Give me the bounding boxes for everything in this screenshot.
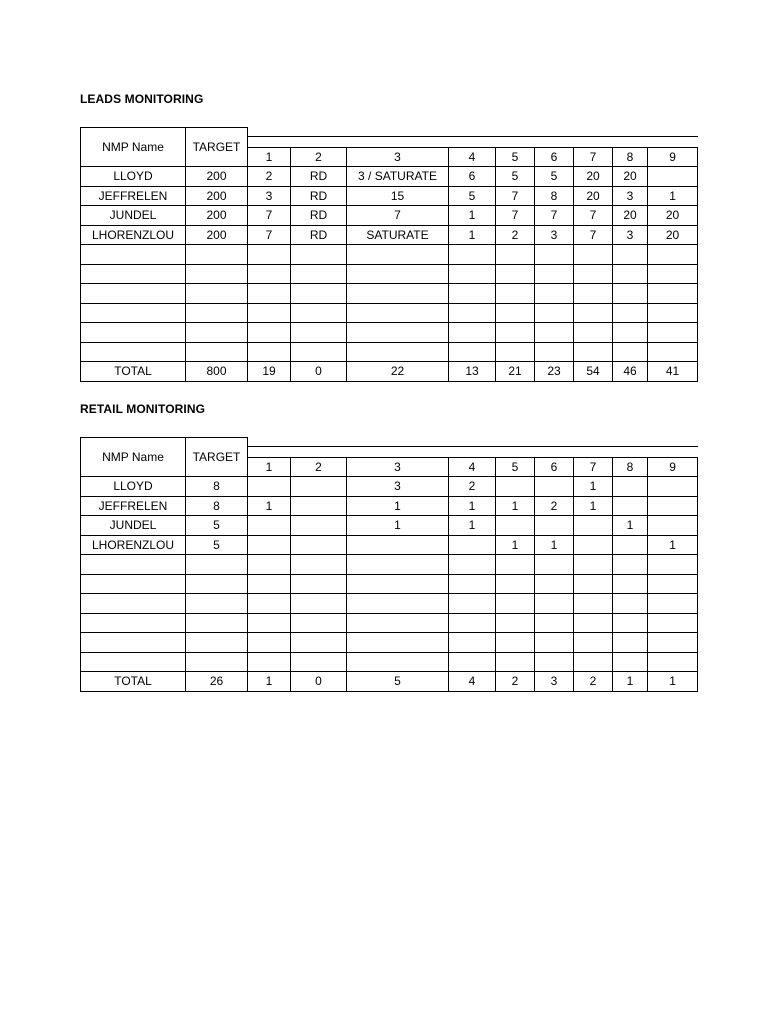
- day-value-cell: 7: [574, 225, 613, 245]
- target-cell: 200: [186, 186, 248, 206]
- day-value-cell: 3: [347, 477, 449, 497]
- target-cell: [186, 284, 248, 304]
- day-value-cell: [613, 574, 648, 594]
- day-header-span: [248, 128, 698, 148]
- day-value-cell: [574, 245, 613, 265]
- day-value-cell: 7: [347, 206, 449, 226]
- nmp-name-cell: JEFFRELEN: [81, 496, 186, 516]
- column-header-nmp-name: NMP Name: [81, 438, 186, 477]
- day-value-cell: [496, 574, 535, 594]
- day-value-cell: 2: [535, 496, 574, 516]
- day-value-cell: [535, 574, 574, 594]
- day-value-cell: [535, 303, 574, 323]
- day-value-cell: [248, 574, 291, 594]
- day-value-cell: [291, 245, 347, 265]
- day-value-cell: [613, 284, 648, 304]
- day-value-cell: [496, 284, 535, 304]
- day-value-cell: [574, 535, 613, 555]
- day-value-cell: 1: [248, 496, 291, 516]
- day-value-cell: [248, 613, 291, 633]
- day-value-cell: 1: [574, 496, 613, 516]
- total-value-cell: 22: [347, 362, 449, 382]
- nmp-name-cell: [81, 613, 186, 633]
- target-cell: 200: [186, 167, 248, 187]
- target-cell: [186, 574, 248, 594]
- day-value-cell: [648, 574, 698, 594]
- day-value-cell: [496, 555, 535, 575]
- day-value-cell: [496, 342, 535, 362]
- column-header-nmp-name: NMP Name: [81, 128, 186, 167]
- day-value-cell: [347, 342, 449, 362]
- day-value-cell: [535, 652, 574, 672]
- day-value-cell: [291, 555, 347, 575]
- day-value-cell: 1: [449, 206, 496, 226]
- nmp-name-cell: [81, 652, 186, 672]
- total-value-cell: 1: [613, 672, 648, 692]
- table-row: [81, 342, 698, 362]
- day-value-cell: [574, 652, 613, 672]
- day-value-cell: [449, 594, 496, 614]
- day-value-cell: [574, 633, 613, 653]
- day-number-header: 8: [613, 147, 648, 167]
- day-value-cell: 3: [613, 186, 648, 206]
- day-value-cell: [535, 342, 574, 362]
- day-value-cell: [248, 342, 291, 362]
- nmp-name-cell: [81, 264, 186, 284]
- table-row: [81, 167, 698, 187]
- day-value-cell: 5: [535, 167, 574, 187]
- nmp-name-cell: [81, 245, 186, 265]
- day-value-cell: [291, 496, 347, 516]
- day-value-cell: 1: [449, 496, 496, 516]
- nmp-name-cell: LLOYD: [81, 167, 186, 187]
- total-value-cell: 23: [535, 362, 574, 382]
- day-value-cell: 20: [648, 225, 698, 245]
- day-value-cell: [648, 555, 698, 575]
- target-cell: [186, 264, 248, 284]
- day-value-cell: [291, 477, 347, 497]
- day-value-cell: SATURATE: [347, 225, 449, 245]
- target-cell: [186, 303, 248, 323]
- day-value-cell: [574, 264, 613, 284]
- total-value-cell: 1: [648, 672, 698, 692]
- day-value-cell: [613, 613, 648, 633]
- table-row: [81, 574, 698, 594]
- day-header-line: [248, 136, 698, 137]
- day-value-cell: [347, 245, 449, 265]
- day-number-header: 3: [347, 457, 449, 477]
- day-value-cell: [291, 535, 347, 555]
- day-value-cell: [574, 342, 613, 362]
- day-number-header: 5: [496, 457, 535, 477]
- day-value-cell: [535, 516, 574, 536]
- day-value-cell: [648, 303, 698, 323]
- leads-table: [80, 127, 698, 382]
- target-cell: 200: [186, 206, 248, 226]
- day-value-cell: [347, 594, 449, 614]
- day-value-cell: [248, 535, 291, 555]
- day-value-cell: [496, 516, 535, 536]
- day-value-cell: [248, 284, 291, 304]
- day-value-cell: [535, 264, 574, 284]
- day-value-cell: [449, 555, 496, 575]
- day-value-cell: [574, 613, 613, 633]
- day-value-cell: [449, 245, 496, 265]
- nmp-name-cell: [81, 594, 186, 614]
- day-value-cell: 3: [613, 225, 648, 245]
- total-value-cell: 5: [347, 672, 449, 692]
- nmp-name-cell: LLOYD: [81, 477, 186, 497]
- day-value-cell: [291, 264, 347, 284]
- table-row: [81, 284, 698, 304]
- day-value-cell: [291, 574, 347, 594]
- column-header-target: TARGET: [186, 128, 248, 167]
- nmp-name-cell: JEFFRELEN: [81, 186, 186, 206]
- day-value-cell: [449, 284, 496, 304]
- day-value-cell: [248, 264, 291, 284]
- target-cell: [186, 652, 248, 672]
- day-value-cell: [496, 633, 535, 653]
- day-value-cell: 20: [574, 167, 613, 187]
- day-value-cell: RD: [291, 186, 347, 206]
- total-row: [81, 672, 698, 692]
- day-number-header: 7: [574, 147, 613, 167]
- nmp-name-cell: JUNDEL: [81, 206, 186, 226]
- day-value-cell: [496, 613, 535, 633]
- total-target-cell: 800: [186, 362, 248, 382]
- day-value-cell: [496, 264, 535, 284]
- day-value-cell: [291, 284, 347, 304]
- header-row: [81, 438, 698, 458]
- day-value-cell: [496, 323, 535, 343]
- day-number-header: 1: [248, 147, 291, 167]
- day-value-cell: [574, 516, 613, 536]
- day-value-cell: [496, 303, 535, 323]
- day-value-cell: [648, 613, 698, 633]
- day-value-cell: 1: [648, 186, 698, 206]
- day-value-cell: 7: [248, 206, 291, 226]
- day-value-cell: [613, 477, 648, 497]
- day-value-cell: 1: [574, 477, 613, 497]
- table-row: [81, 186, 698, 206]
- day-value-cell: [291, 594, 347, 614]
- total-value-cell: 13: [449, 362, 496, 382]
- day-value-cell: 1: [648, 535, 698, 555]
- total-label-cell: TOTAL: [81, 362, 186, 382]
- day-number-header: 1: [248, 457, 291, 477]
- table-row: [81, 245, 698, 265]
- target-cell: 200: [186, 225, 248, 245]
- day-value-cell: 1: [347, 516, 449, 536]
- day-value-cell: 1: [496, 496, 535, 516]
- day-value-cell: [248, 555, 291, 575]
- day-value-cell: [535, 245, 574, 265]
- nmp-name-cell: [81, 342, 186, 362]
- table-row: [81, 535, 698, 555]
- nmp-name-cell: [81, 633, 186, 653]
- total-value-cell: 21: [496, 362, 535, 382]
- day-value-cell: [613, 264, 648, 284]
- table-row: [81, 594, 698, 614]
- target-cell: 8: [186, 496, 248, 516]
- day-value-cell: [291, 342, 347, 362]
- day-number-header: 9: [648, 457, 698, 477]
- leads-section-title: LEADS MONITORING: [80, 92, 204, 106]
- retail-section-title: RETAIL MONITORING: [80, 402, 206, 416]
- day-value-cell: [347, 633, 449, 653]
- day-value-cell: [248, 245, 291, 265]
- table-row: [81, 516, 698, 536]
- day-value-cell: [449, 574, 496, 594]
- day-value-cell: [613, 594, 648, 614]
- target-cell: [186, 594, 248, 614]
- day-value-cell: 15: [347, 186, 449, 206]
- day-value-cell: [449, 342, 496, 362]
- table-row: [81, 225, 698, 245]
- table-row: [81, 652, 698, 672]
- day-value-cell: [449, 535, 496, 555]
- day-value-cell: [648, 496, 698, 516]
- table-row: [81, 477, 698, 497]
- day-header-span: [248, 438, 698, 458]
- day-value-cell: [449, 303, 496, 323]
- nmp-name-cell: [81, 555, 186, 575]
- day-value-cell: [535, 633, 574, 653]
- target-cell: [186, 245, 248, 265]
- day-value-cell: 6: [449, 167, 496, 187]
- day-value-cell: [648, 284, 698, 304]
- total-value-cell: 0: [291, 672, 347, 692]
- day-value-cell: [574, 303, 613, 323]
- day-value-cell: [347, 303, 449, 323]
- table-row: [81, 613, 698, 633]
- day-value-cell: [535, 594, 574, 614]
- day-value-cell: [535, 284, 574, 304]
- day-value-cell: [449, 323, 496, 343]
- day-value-cell: [291, 613, 347, 633]
- day-value-cell: RD: [291, 225, 347, 245]
- total-value-cell: 0: [291, 362, 347, 382]
- table-row: [81, 323, 698, 343]
- target-cell: [186, 613, 248, 633]
- day-value-cell: [648, 633, 698, 653]
- nmp-name-cell: [81, 303, 186, 323]
- day-value-cell: [648, 516, 698, 536]
- day-number-header: 7: [574, 457, 613, 477]
- day-number-header: 6: [535, 457, 574, 477]
- day-value-cell: 1: [535, 535, 574, 555]
- nmp-name-cell: [81, 323, 186, 343]
- day-value-cell: [613, 323, 648, 343]
- day-value-cell: [613, 496, 648, 516]
- day-number-header: 8: [613, 457, 648, 477]
- day-number-header: 2: [291, 457, 347, 477]
- day-value-cell: 7: [496, 186, 535, 206]
- day-value-cell: [613, 633, 648, 653]
- day-value-cell: [496, 245, 535, 265]
- day-value-cell: [291, 303, 347, 323]
- day-value-cell: [347, 284, 449, 304]
- total-row: [81, 362, 698, 382]
- header-row: [81, 128, 698, 148]
- day-value-cell: [648, 477, 698, 497]
- day-value-cell: [648, 167, 698, 187]
- day-value-cell: [613, 342, 648, 362]
- target-cell: [186, 555, 248, 575]
- day-value-cell: [291, 516, 347, 536]
- day-value-cell: [347, 323, 449, 343]
- day-value-cell: 1: [449, 225, 496, 245]
- day-value-cell: [535, 555, 574, 575]
- day-value-cell: [291, 323, 347, 343]
- day-value-cell: [347, 652, 449, 672]
- target-cell: [186, 323, 248, 343]
- day-value-cell: [613, 303, 648, 323]
- target-cell: 5: [186, 516, 248, 536]
- total-value-cell: 19: [248, 362, 291, 382]
- retail-table: [80, 437, 698, 692]
- day-value-cell: [248, 323, 291, 343]
- total-value-cell: 2: [574, 672, 613, 692]
- nmp-name-cell: LHORENZLOU: [81, 225, 186, 245]
- day-value-cell: [648, 264, 698, 284]
- day-value-cell: 8: [535, 186, 574, 206]
- day-value-cell: [248, 652, 291, 672]
- day-number-header: 3: [347, 147, 449, 167]
- total-value-cell: 4: [449, 672, 496, 692]
- day-value-cell: [535, 477, 574, 497]
- day-value-cell: 1: [347, 496, 449, 516]
- day-value-cell: [248, 594, 291, 614]
- table-row: [81, 555, 698, 575]
- day-value-cell: [496, 594, 535, 614]
- day-value-cell: 2: [449, 477, 496, 497]
- target-cell: 5: [186, 535, 248, 555]
- table-row: [81, 496, 698, 516]
- column-header-target: TARGET: [186, 438, 248, 477]
- day-value-cell: [648, 245, 698, 265]
- day-value-cell: [347, 555, 449, 575]
- day-value-cell: RD: [291, 206, 347, 226]
- day-value-cell: [613, 555, 648, 575]
- total-value-cell: 1: [248, 672, 291, 692]
- day-value-cell: [449, 633, 496, 653]
- day-value-cell: [347, 535, 449, 555]
- nmp-name-cell: JUNDEL: [81, 516, 186, 536]
- day-value-cell: [613, 535, 648, 555]
- day-value-cell: 3 / SATURATE: [347, 167, 449, 187]
- table-row: [81, 264, 698, 284]
- target-cell: 8: [186, 477, 248, 497]
- day-value-cell: 3: [535, 225, 574, 245]
- day-value-cell: [248, 516, 291, 536]
- day-value-cell: 1: [496, 535, 535, 555]
- day-value-cell: 3: [248, 186, 291, 206]
- day-value-cell: [648, 342, 698, 362]
- day-header-line: [248, 446, 698, 447]
- day-number-header: 4: [449, 147, 496, 167]
- day-value-cell: [648, 594, 698, 614]
- day-value-cell: [449, 264, 496, 284]
- day-value-cell: [648, 652, 698, 672]
- day-value-cell: 20: [613, 167, 648, 187]
- day-number-header: 6: [535, 147, 574, 167]
- day-value-cell: [449, 652, 496, 672]
- total-value-cell: 46: [613, 362, 648, 382]
- nmp-name-cell: [81, 284, 186, 304]
- day-value-cell: 7: [535, 206, 574, 226]
- day-value-cell: [574, 323, 613, 343]
- day-value-cell: [648, 323, 698, 343]
- day-value-cell: [248, 477, 291, 497]
- day-value-cell: [291, 652, 347, 672]
- total-label-cell: TOTAL: [81, 672, 186, 692]
- day-value-cell: [574, 555, 613, 575]
- day-value-cell: [347, 264, 449, 284]
- day-number-header: 2: [291, 147, 347, 167]
- day-value-cell: 1: [449, 516, 496, 536]
- day-value-cell: 5: [449, 186, 496, 206]
- table-row: [81, 633, 698, 653]
- day-value-cell: [574, 594, 613, 614]
- nmp-name-cell: LHORENZLOU: [81, 535, 186, 555]
- total-value-cell: 54: [574, 362, 613, 382]
- day-number-header: 4: [449, 457, 496, 477]
- target-cell: [186, 342, 248, 362]
- day-value-cell: [248, 633, 291, 653]
- day-value-cell: 5: [496, 167, 535, 187]
- day-number-header: 9: [648, 147, 698, 167]
- day-value-cell: 7: [248, 225, 291, 245]
- day-value-cell: RD: [291, 167, 347, 187]
- day-value-cell: 7: [496, 206, 535, 226]
- day-value-cell: 20: [613, 206, 648, 226]
- day-value-cell: [613, 245, 648, 265]
- day-value-cell: 2: [496, 225, 535, 245]
- day-value-cell: [449, 613, 496, 633]
- total-value-cell: 41: [648, 362, 698, 382]
- table-row: [81, 303, 698, 323]
- day-value-cell: 7: [574, 206, 613, 226]
- day-value-cell: [496, 477, 535, 497]
- day-value-cell: [613, 652, 648, 672]
- day-value-cell: [574, 574, 613, 594]
- day-value-cell: 20: [648, 206, 698, 226]
- day-value-cell: [574, 284, 613, 304]
- target-cell: [186, 633, 248, 653]
- day-number-header: 5: [496, 147, 535, 167]
- day-value-cell: [535, 323, 574, 343]
- day-value-cell: 20: [574, 186, 613, 206]
- day-value-cell: [248, 303, 291, 323]
- day-value-cell: [496, 652, 535, 672]
- day-value-cell: [347, 574, 449, 594]
- day-value-cell: 2: [248, 167, 291, 187]
- total-value-cell: 2: [496, 672, 535, 692]
- day-value-cell: [347, 613, 449, 633]
- day-value-cell: [291, 633, 347, 653]
- total-value-cell: 3: [535, 672, 574, 692]
- total-target-cell: 26: [186, 672, 248, 692]
- day-value-cell: [535, 613, 574, 633]
- table-row: [81, 206, 698, 226]
- day-value-cell: 1: [613, 516, 648, 536]
- nmp-name-cell: [81, 574, 186, 594]
